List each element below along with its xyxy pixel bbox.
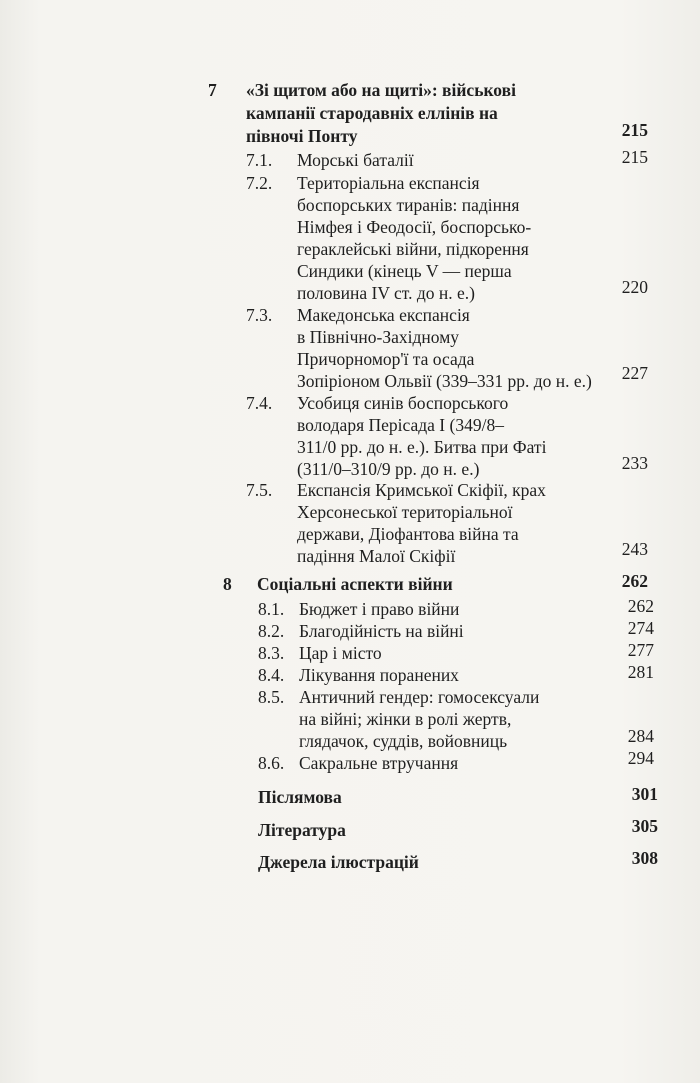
section-title-line: Причорномор'ї та осада bbox=[297, 349, 475, 369]
chapter-title-line: півночі Понту bbox=[246, 126, 358, 146]
section-title-line: Херсонеської територіальної bbox=[297, 502, 513, 522]
back-matter-title: Джерела ілюстрацій bbox=[258, 852, 419, 872]
section-title-line: 311/0 рр. до н. е.). Битва при Фаті bbox=[297, 437, 547, 457]
section-title-line: Бюджет і право війни bbox=[299, 599, 460, 619]
section-page-number: 220 bbox=[621, 277, 648, 297]
section-title-line: Цар і місто bbox=[299, 643, 382, 663]
section-number: 7.3. bbox=[246, 305, 273, 325]
section-title-line: половина IV ст. до н. е.) bbox=[297, 283, 475, 303]
chapter-number: 7 bbox=[208, 80, 217, 100]
section-number: 8.6. bbox=[258, 753, 285, 773]
section-number: 8.5. bbox=[258, 687, 285, 707]
section-page-number: 243 bbox=[621, 539, 648, 559]
section-title-line: Німфея і Феодосії, боспорсько- bbox=[297, 217, 532, 237]
section-title-line: Синдики (кінець V — перша bbox=[297, 261, 512, 281]
chapter-title-line: кампанії стародавніх еллінів на bbox=[246, 103, 498, 123]
back-matter-page-number: 301 bbox=[631, 784, 658, 804]
section-page-number: 274 bbox=[627, 618, 654, 638]
chapter-title-line: «Зі щитом або на щиті»: військові bbox=[246, 80, 516, 100]
section-title-line: Зопіріоном Ольвії (339–331 рр. до н. е.) bbox=[297, 371, 592, 391]
chapter-number: 8 bbox=[223, 574, 232, 594]
section-title-line: держави, Діофантова війна та bbox=[297, 524, 519, 544]
section-number: 8.2. bbox=[258, 621, 285, 641]
section-title-line: Територіальна експансія bbox=[297, 173, 480, 193]
section-title-line: володаря Перісада I (349/8– bbox=[297, 415, 504, 435]
section-title-line: Благодійність на війні bbox=[299, 621, 464, 641]
section-page-number: 227 bbox=[621, 363, 648, 383]
section-number: 7.1. bbox=[246, 150, 273, 170]
section-page-number: 262 bbox=[627, 596, 654, 616]
section-title-line: Лікування поранених bbox=[299, 665, 459, 685]
section-number: 7.5. bbox=[246, 480, 273, 500]
section-title-line: на війні; жінки в ролі жертв, bbox=[299, 709, 512, 729]
section-title-line: Сакральне втручання bbox=[299, 753, 459, 773]
section-number: 7.4. bbox=[246, 393, 273, 413]
section-title-line: Античний гендер: гомосексуали bbox=[299, 687, 540, 707]
section-page-number: 281 bbox=[627, 662, 654, 682]
section-number: 8.4. bbox=[258, 665, 285, 685]
section-title-line: Усобиця синів боспорського bbox=[297, 393, 509, 413]
section-title-line: падіння Малої Скіфії bbox=[297, 546, 456, 566]
chapter-page-number: 262 bbox=[621, 571, 648, 591]
section-title-line: глядачок, суддів, войовниць bbox=[299, 731, 508, 751]
section-title-line: (311/0–310/9 рр. до н. е.) bbox=[297, 459, 480, 479]
section-page-number: 284 bbox=[627, 726, 654, 746]
chapter-title: Соціальні аспекти війни bbox=[257, 574, 453, 594]
section-number: 7.2. bbox=[246, 173, 273, 193]
section-number: 8.3. bbox=[258, 643, 285, 663]
section-title-line: боспорських тиранів: падіння bbox=[297, 195, 520, 215]
section-page-number: 233 bbox=[621, 453, 648, 473]
section-page-number: 294 bbox=[627, 748, 654, 768]
back-matter-title: Література bbox=[258, 820, 346, 840]
chapter-page-number: 215 bbox=[621, 120, 648, 140]
section-title-line: в Північно-Західному bbox=[297, 327, 460, 347]
section-page-number: 215 bbox=[621, 147, 648, 167]
section-title-line: Македонська експансія bbox=[297, 305, 470, 325]
section-title-line: Морські баталії bbox=[297, 150, 414, 170]
section-title-line: гераклейські війни, підкорення bbox=[297, 239, 529, 259]
section-number: 8.1. bbox=[258, 599, 285, 619]
back-matter-page-number: 305 bbox=[631, 816, 658, 836]
back-matter-title: Післямова bbox=[258, 787, 342, 807]
section-title-line: Експансія Кримської Скіфії, крах bbox=[297, 480, 546, 500]
back-matter-page-number: 308 bbox=[631, 848, 658, 868]
section-page-number: 277 bbox=[627, 640, 654, 660]
